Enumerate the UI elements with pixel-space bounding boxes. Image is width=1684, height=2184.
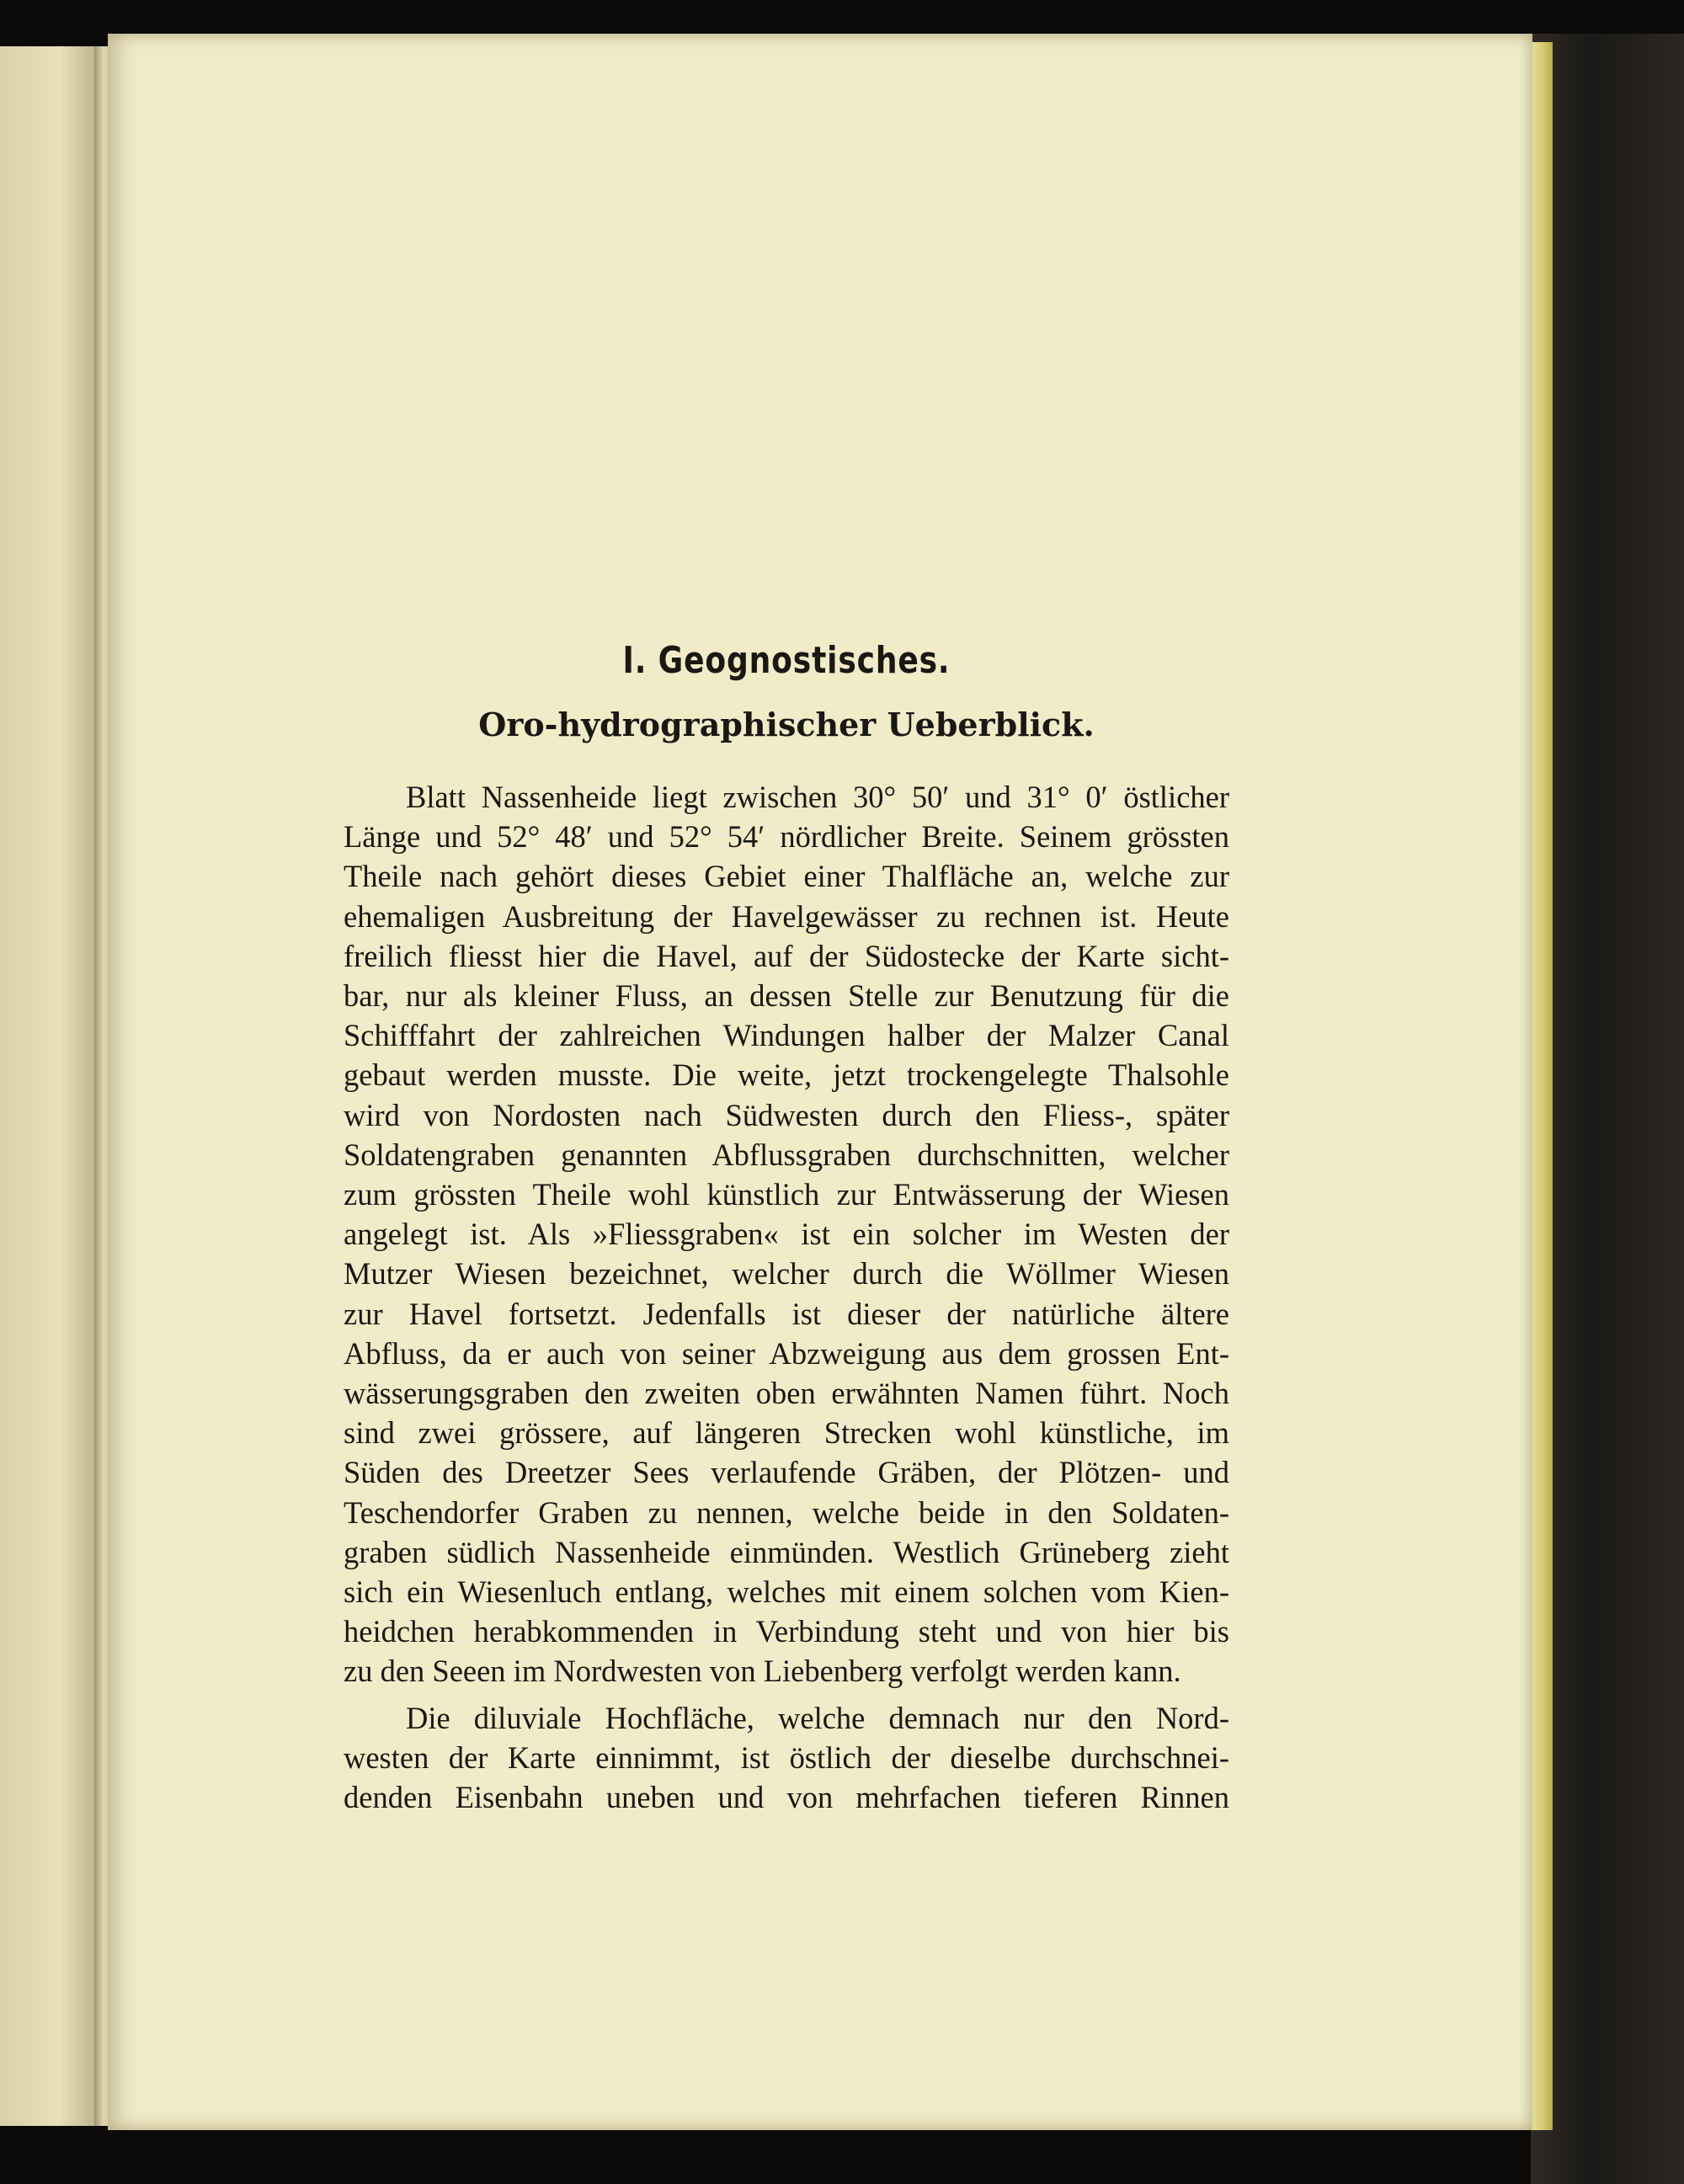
text-line: denden Eisenbahn uneben und von mehrfachen tieferen Rinnen bbox=[344, 1780, 1229, 1815]
paragraph-1 bbox=[344, 777, 1229, 1691]
text-line: sind zwei grössere, auf längeren Strecken wohl künstliche, im bbox=[344, 1415, 1229, 1451]
text-line: sich ein Wiesenluch entlang, welches mit einem solchen vom Kien- bbox=[344, 1574, 1229, 1610]
text-line: Mutzer Wiesen bezeichnet, welcher durch die Wöllmer Wiesen bbox=[344, 1256, 1229, 1292]
text-line: graben südlich Nassenheide einmünden. Westlich Grüneberg zieht bbox=[344, 1534, 1229, 1569]
text-line: Länge und 52° 48′ und 52° 54′ nördlicher Breite. Seinem grössten bbox=[344, 819, 1229, 855]
text-line: bar, nur als kleiner Fluss, an dessen Stelle zur Benutzung für die bbox=[344, 978, 1229, 1014]
text-line: gebaut werden musste. Die weite, jetzt trockengelegte Thalsohle bbox=[344, 1057, 1229, 1093]
text-line: zu den Seeen im Nordwesten von Liebenberg verfolgt werden kann. bbox=[344, 1654, 1181, 1689]
text-line: Blatt Nassenheide liegt zwischen 30° 50′ und 31° 0′ östlicher bbox=[406, 780, 1229, 814]
text-line: angelegt ist. Als »Fliessgraben« ist ein solcher im Westen der bbox=[344, 1217, 1229, 1252]
text-line: Theile nach gehört dieses Gebiet einer Thalfläche an, welche zur bbox=[344, 859, 1229, 894]
text-line: zur Havel fortsetzt. Jedenfalls ist dieser der natürliche ältere bbox=[344, 1296, 1229, 1331]
left-page-edge bbox=[0, 46, 99, 2126]
section-heading: Oro-hydrographischer Ueberblick. bbox=[478, 706, 1095, 743]
text-line: wässerungsgraben den zweiten oben erwähnten Namen führt. Noch bbox=[344, 1376, 1229, 1411]
text-line: Süden des Dreetzer Sees verlaufende Gräben, der Plötzen- und bbox=[344, 1455, 1229, 1490]
text-line: Schifffahrt der zahlreichen Windungen halber der Malzer Canal bbox=[344, 1018, 1229, 1053]
text-line: freilich fliesst hier die Havel, auf der Südostecke der Karte sicht- bbox=[344, 938, 1229, 973]
text-line: zum grössten Theile wohl künstlich zur Entwässerung der Wiesen bbox=[344, 1177, 1229, 1212]
text-line: wird von Nordosten nach Südwesten durch den Fliess-, später bbox=[344, 1097, 1229, 1132]
text-line: heidchen herabkommenden in Verbindung steht und von hier bis bbox=[344, 1614, 1229, 1649]
paragraph-2 bbox=[344, 1698, 1229, 1818]
chapter-heading: I. Geognostisches. bbox=[622, 639, 951, 682]
text-line: Abfluss, da er auch von seiner Abzweigung aus dem grossen Ent- bbox=[344, 1335, 1229, 1371]
page-edge-gilt bbox=[1532, 42, 1553, 2130]
text-line: westen der Karte einnimmt, ist östlich der dieselbe durchschnei- bbox=[344, 1739, 1229, 1775]
text-line: ehemaligen Ausbreitung der Havelgewässer zu rechnen ist. Heute bbox=[344, 898, 1229, 934]
text-line: Soldatengraben genannten Abflussgraben durchschnitten, welcher bbox=[344, 1137, 1229, 1172]
book-cover bbox=[1531, 34, 1684, 2184]
text-line: Die diluviale Hochfläche, welche demnach nur den Nord- bbox=[406, 1700, 1229, 1735]
page-content bbox=[344, 636, 1229, 1817]
text-line: Teschendorfer Graben zu nennen, welche beide in den Soldaten- bbox=[344, 1494, 1229, 1530]
